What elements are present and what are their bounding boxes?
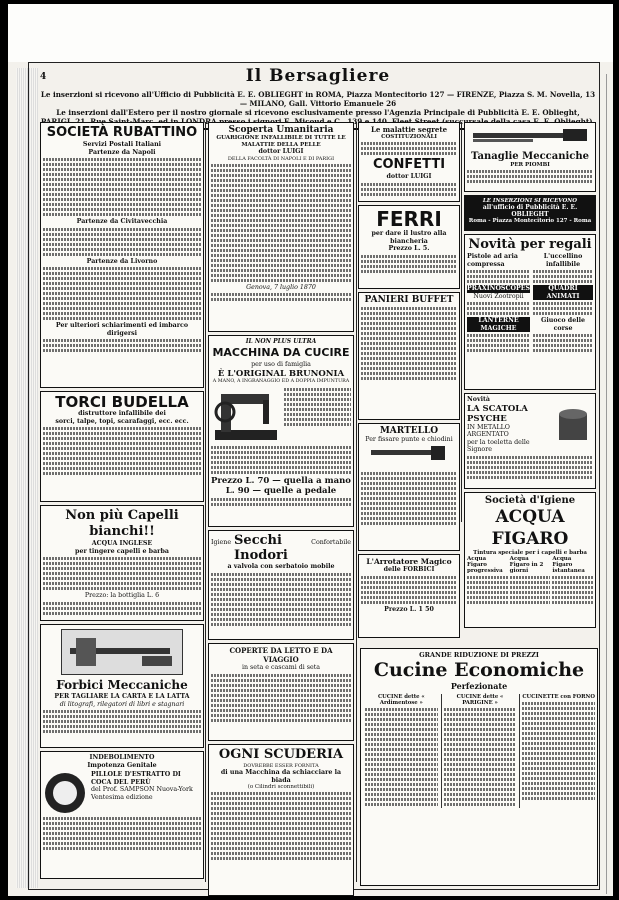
ad-macchina-cucire <box>208 335 354 527</box>
body-text <box>284 386 351 444</box>
body-text <box>211 792 351 860</box>
panieri-title: PANIERI BUFFET <box>364 295 454 305</box>
body-text <box>211 164 351 282</box>
body-text <box>43 557 201 590</box>
body-text <box>211 573 351 626</box>
body-text <box>533 302 593 315</box>
body-text <box>211 498 351 506</box>
body-text <box>467 334 530 352</box>
forbici-sub2: di litografi, rilegatori di libri e stagnari <box>59 700 185 708</box>
column-3 <box>358 122 460 641</box>
body-text <box>467 302 530 315</box>
figaro-sub: Tintura speciale per i capelli e barba <box>473 550 587 556</box>
body-text <box>43 710 201 733</box>
ferri-sub: per dare il lustro alla biancheria <box>371 230 447 245</box>
price-table <box>211 674 351 722</box>
forbici-sub: PER TAGLIARE LA CARTA E LA LATTA <box>54 693 190 700</box>
body-text <box>211 293 351 301</box>
martello-title: MARTELLO <box>379 426 439 436</box>
ad-malattie-segrete <box>358 122 460 202</box>
body-text <box>361 307 457 380</box>
indeb-title: INDEBOLIMENTO <box>89 754 155 761</box>
body-text <box>43 228 201 256</box>
macchina-sub: per uso di famiglia <box>251 361 311 368</box>
ad-forbici-meccaniche <box>40 624 204 748</box>
hammer-icon <box>361 444 457 466</box>
ad-acqua-figaro <box>464 492 596 628</box>
scissors-icon <box>62 630 182 674</box>
body-text <box>43 267 201 320</box>
prax-sub: Nuovi Zootropii <box>473 292 524 300</box>
figaro-col1: Acqua Figaro progressiva <box>467 556 503 574</box>
inserzioni-title: LE INSERZIONI SI RICEVONO <box>482 198 578 204</box>
pliers-icon <box>467 125 593 147</box>
rubattino-section: Partenze da Napoli <box>88 148 156 156</box>
malattie-sub: COSTITUZIONALI <box>381 134 437 140</box>
scatola-pre: Novità <box>467 396 490 403</box>
macchina-price-2: L. 90 — quelle a pedale <box>225 485 337 496</box>
ad-inserzioni <box>464 195 596 231</box>
ad-cucine-economiche <box>360 648 598 886</box>
cucine-sub: Perfezionate <box>450 681 508 691</box>
inserzioni-addr: Roma - Piazza Montecitorio 127 - Roma <box>468 218 592 224</box>
body-text <box>43 602 201 615</box>
scuderia-sub: DOVREBBE ESSER FORNITA <box>243 763 319 769</box>
body-text <box>510 576 551 604</box>
tanaglie-sub: PER PIOMBI <box>510 162 550 168</box>
indeb-sub: Impotenza Genitale <box>87 761 157 769</box>
secchi-title: Secchi Inodori <box>234 533 288 563</box>
scoperta-sub: GUARIGIONE INFALLIBILE DI TUTTE LE MALATTIE DELLA PELLE <box>216 135 346 148</box>
column-rule <box>205 122 206 882</box>
body-text <box>365 708 438 806</box>
confetti-sub: dottor LUIGI <box>386 173 432 180</box>
capelli-title: Non più Capelli bianchi!! <box>65 508 179 539</box>
ad-torci-budella <box>40 391 204 502</box>
page-number: 4 <box>40 72 47 82</box>
top-margin <box>8 4 613 62</box>
macchina-sub2: A MANO, A INGRANAGGIO ED A DOPPIA IMPUNTURA <box>212 378 350 384</box>
body-text <box>444 708 517 806</box>
scoperta-sub3: DELLA FACOLTÀ DI NAPOLI E DI PARIGI <box>227 155 335 162</box>
body-text <box>533 334 593 352</box>
body-text <box>467 456 593 479</box>
torci-title: TORCI BUDELLA <box>55 393 189 411</box>
scoperta-sub2: dottor LUIGI <box>258 148 304 156</box>
quadri-title: QUADRI ANIMATI <box>533 285 593 300</box>
scoperta-date: Genova, 7 luglio 1870 <box>246 283 316 291</box>
cucine-col1: CUCINE dette « Ardimentose » <box>377 694 425 706</box>
forbici-title: Forbici Meccaniche <box>56 678 188 692</box>
malattie-title: Le malattie segrete <box>370 125 448 134</box>
ad-pillole-coca <box>40 751 204 879</box>
coperte-sub: in seta e cascami di seta <box>241 664 321 671</box>
cucine-col3: CUCINETTE con FORNO <box>522 694 596 700</box>
rubattino-sub: Servizi Postali Italiani <box>82 141 162 148</box>
body-text <box>467 576 508 604</box>
ad-arrotatore <box>358 554 460 638</box>
ad-tanaglie <box>464 122 596 192</box>
giuoco-title: Giuoco delle corse <box>541 317 586 332</box>
column-4 <box>464 122 596 631</box>
macchina-price-1: Prezzo L. 70 — quella a mano <box>211 475 351 486</box>
notice-line-1: Le inserzioni si ricevono all'Ufficio di Pubblicità E. E. OBLIEGHT in ROMA, Piazza Montecitorio 127 — FIRENZE, Piazza S. M. Novella, 13 — MILANO, Gall. Vittorio Emanuele 26 <box>40 90 596 108</box>
ad-scatola-psyche <box>464 393 596 489</box>
secchi-pre: Igiene <box>211 539 232 546</box>
coca-edition: Ventesima edizione <box>91 793 153 801</box>
sewing-machine-icon <box>211 386 281 444</box>
scuderia-sub2: di una Macchina da schiacciare la biada <box>220 769 342 784</box>
torci-sub2: sorci, talpe, topi, scarafaggi, ecc. ecc. <box>55 417 189 425</box>
macchina-pre: IL NON PLUS ULTRA <box>245 338 317 345</box>
ferri-price: Prezzo L. 5. <box>388 245 430 252</box>
column-1 <box>40 122 204 882</box>
body-text <box>43 817 201 850</box>
scatola-sub: IN METALLO ARGENTATO <box>467 423 510 438</box>
rubattino-section: Partenze da Civitavecchia <box>76 218 168 225</box>
rubattino-section: Partenze da Livorno <box>86 257 158 265</box>
notice-line-2: Le inserzioni dall'Estero per il nostro giornale si ricevono esclusivamente presso l'Agenzia Principale di Pubblicità E. E. Oblieght, 139 <box>56 108 580 126</box>
arrotatore-sub: delle FORBICI <box>383 566 435 573</box>
body-text <box>211 446 351 474</box>
macchina-title: MACCHINA DA CUCIRE <box>212 346 350 359</box>
ferri-title: FERRI <box>376 207 442 231</box>
regali-left: Pistole ad aria compressa <box>467 253 518 268</box>
inserzioni-sub: all'ufficio di Pubblicità E. E. OBLIEGHT <box>482 204 578 218</box>
prax-title: PRAXINOSCOPES <box>467 285 531 292</box>
cucine-title: Cucine Economiche <box>373 659 585 681</box>
rubattino-footer: Per ulteriori schiarimenti ed imbarco dirigersi <box>55 322 189 337</box>
ad-secchi-inodori <box>208 530 354 640</box>
figaro-col3: Acqua Figaro istantanea <box>552 556 585 574</box>
body-text <box>467 270 530 283</box>
lanterne-title: LANTERNE MAGICHE <box>467 317 530 332</box>
body-text <box>533 270 593 283</box>
torci-sub: distruttore infallibile dei <box>78 410 166 417</box>
confetti-title: CONFETTI <box>372 157 446 172</box>
ad-panieri-buffet <box>358 292 460 420</box>
ad-ferri <box>358 205 460 289</box>
column-rule <box>356 122 357 882</box>
cucine-col2: CUCINE dette « PARIGINE » <box>456 694 504 706</box>
body-text <box>43 339 201 352</box>
body-text <box>361 142 457 155</box>
capelli-price: Prezzo: la bottiglia L. 6 <box>84 592 160 599</box>
ad-novita-regali <box>464 234 596 390</box>
tanaglie-title: Tanaglie Meccaniche <box>470 151 590 162</box>
column-2 <box>208 122 354 899</box>
coca-title: PILLOLE D'ESTRATTO DI COCA DEL PERÙ <box>91 771 181 786</box>
box-icon <box>553 404 593 444</box>
masthead <box>40 66 596 88</box>
uccellino-title: L'uccellino infallibile <box>543 253 583 268</box>
ad-rubattino <box>40 122 204 388</box>
body-text <box>522 702 595 800</box>
body-text <box>361 255 457 273</box>
figaro-col2: Acqua Figaro in 2 giorni <box>509 556 544 574</box>
scatola-sub2: per la toeletta delle Signore <box>467 438 530 453</box>
body-text <box>467 170 593 183</box>
scissors-illustration <box>61 629 183 675</box>
regali-title: Novità per regali <box>468 237 592 252</box>
body-text <box>361 472 457 525</box>
cucine-pre: GRANDE RIDUZIONE DI PREZZI <box>419 651 539 659</box>
coca-author: del Prof. SAMPSON Nuova-York <box>91 786 193 793</box>
scuderia-sub3: (o Cilindri sconnettibili) <box>247 784 315 790</box>
ad-scoperta-umanitaria <box>208 122 354 332</box>
secchi-title2: Confortabile <box>311 539 351 546</box>
body-text <box>43 427 201 475</box>
martello-sub: Per fissare punte e chiodini <box>365 436 453 443</box>
ad-acqua-inglese <box>40 505 204 621</box>
coca-seal-icon <box>43 771 87 815</box>
body-text <box>552 576 593 604</box>
body-text <box>361 576 457 604</box>
secchi-sub: a valvola con serbatoio mobile <box>227 563 335 570</box>
capelli-sub2: per tingere capelli e barba <box>75 547 169 555</box>
ad-scuderia <box>208 744 354 896</box>
column-rule <box>461 122 462 522</box>
ad-martello <box>358 423 460 551</box>
arrotatore-price: Prezzo L. 1 50 <box>384 605 434 613</box>
rubattino-title: SOCIETÀ RUBATTINO <box>46 125 198 140</box>
capelli-sub: ACQUA INGLESE <box>91 540 153 547</box>
body-text <box>361 183 457 196</box>
scoperta-title: Scoperta Umanitaria <box>228 125 334 135</box>
coperte-title: COPERTE DA LETTO E DA VIAGGIO <box>229 646 333 664</box>
newspaper-title: Il Bersagliere <box>245 66 391 86</box>
scatola-title: LA SCATOLA PSYCHE <box>467 403 528 424</box>
body-text <box>43 158 201 216</box>
macchina-brand: È L'ORIGINAL BRUNONIA <box>217 368 345 379</box>
scuderia-title: OGNI SCUDERIA <box>218 747 344 762</box>
page-edge <box>606 74 613 894</box>
igiene-title: Società d'Igiene <box>484 495 576 506</box>
arrotatore-title: L'Arrotatore Magico <box>366 557 452 566</box>
ad-coperte <box>208 643 354 741</box>
figaro-title: ACQUA FIGARO <box>491 507 569 549</box>
